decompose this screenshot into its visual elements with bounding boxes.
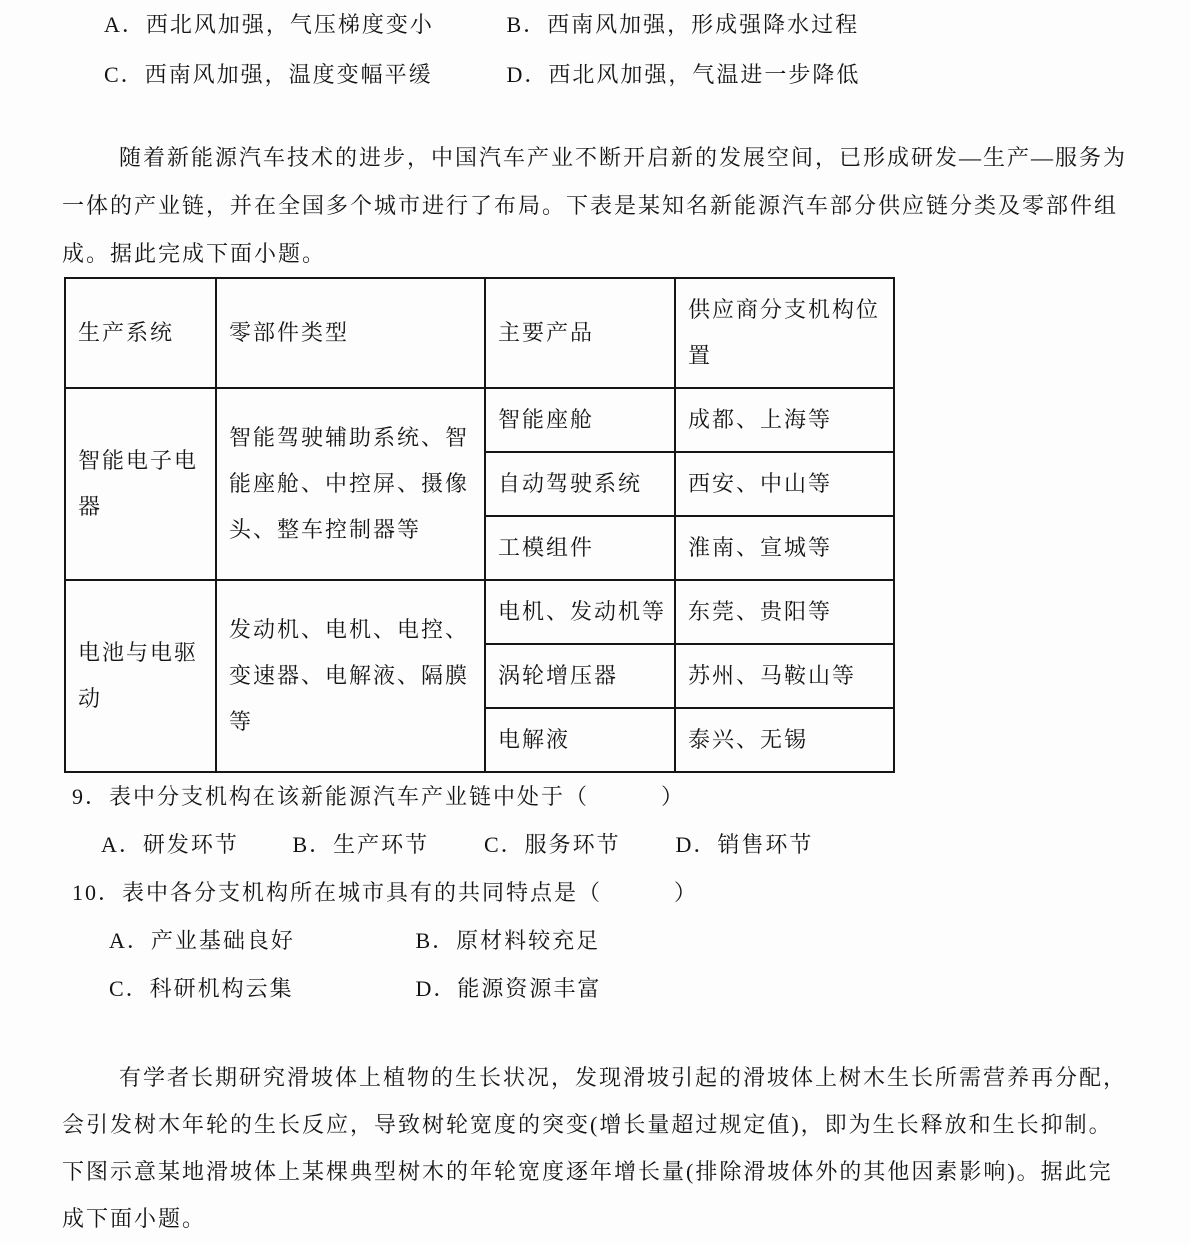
question-10-stem: 10．表中各分支机构所在城市具有的共同特点是（ ） <box>72 880 699 905</box>
q10-option-d: D．能源资源丰富 <box>415 976 602 1001</box>
questions-block <box>62 773 1128 1013</box>
prev-option-a: A．西北风加强，气压梯度变小 <box>104 12 434 37</box>
prev-options-row-1 <box>62 0 1128 50</box>
cell-location: 东莞、贵阳等 <box>675 580 894 644</box>
cell-location: 苏州、马鞍山等 <box>675 644 894 708</box>
cell-product: 电机、发动机等 <box>485 580 675 644</box>
intro-ev-line: 随着新能源汽车技术的进步，中国汽车产业不断开启新的发展空间，已形成研发—生产—服务为 <box>119 145 1128 170</box>
question-10-options-row-2 <box>62 965 1128 1013</box>
prev-options-row-2 <box>62 50 1128 100</box>
q9-option-c: C．服务环节 <box>484 832 621 857</box>
cell-parts-smart-electronics: 智能驾驶辅助系统、智能座舱、中控屏、摄像头、整车控制器等 <box>216 388 485 580</box>
q9-option-b: B．生产环节 <box>292 832 430 857</box>
cell-product: 智能座舱 <box>485 388 675 452</box>
table-row <box>65 580 894 644</box>
header-cell-location: 供应商分支机构位置 <box>675 278 894 388</box>
table-row <box>65 388 894 452</box>
intro-landslide-line: 有学者长期研究滑坡体上植物的生长状况，发现滑坡引起的滑坡体上树木生长所需营养再分配， <box>119 1065 1128 1090</box>
cell-location: 西安、中山等 <box>675 452 894 516</box>
header-cell-system: 生产系统 <box>65 278 216 388</box>
prev-option-d: D．西北风加强，气温进一步降低 <box>506 62 861 87</box>
header-cell-product: 主要产品 <box>485 278 675 388</box>
prev-question-options <box>62 0 1128 100</box>
cell-location: 淮南、宣城等 <box>675 516 894 580</box>
question-9-options <box>62 821 1128 869</box>
header-cell-parts: 零部件类型 <box>216 278 485 388</box>
intro-landslide-line: 会引发树木年轮的生长反应，导致树轮宽度的突变(增长量超过规定值)，即为生长释放和生长抑制。 <box>62 1112 1113 1137</box>
table-header-row <box>65 278 894 388</box>
q10-option-c: C．科研机构云集 <box>109 976 294 1001</box>
cell-location: 成都、上海等 <box>675 388 894 452</box>
intro-paragraph-landslide <box>62 1054 1128 1242</box>
q10-option-a: A．产业基础良好 <box>109 928 295 953</box>
supply-chain-table <box>64 277 895 773</box>
q9-option-a: A．研发环节 <box>101 832 239 857</box>
intro-landslide-line: 下图示意某地滑坡体上某棵典型树木的年轮宽度逐年增长量(排除滑坡体外的其他因素影响)。据此完 <box>62 1159 1113 1184</box>
cell-product: 涡轮增压器 <box>485 644 675 708</box>
question-9-stem: 9．表中分支机构在该新能源汽车产业链中处于（ ） <box>72 784 686 809</box>
q10-option-b: B．原材料较充足 <box>415 928 601 953</box>
intro-landslide-line: 成下面小题。 <box>62 1206 207 1231</box>
prev-option-b: B．西南风加强，形成强降水过程 <box>506 12 860 37</box>
cell-product: 电解液 <box>485 708 675 772</box>
q9-option-d: D．销售环节 <box>675 832 814 857</box>
intro-ev-line: 一体的产业链，并在全国多个城市进行了布局。下表是某知名新能源汽车部分供应链分类及零部件组 <box>62 193 1119 218</box>
question-10-options-row-1 <box>62 917 1128 965</box>
intro-paragraph-ev <box>62 134 1128 278</box>
cell-parts-battery-drive: 发动机、电机、电控、变速器、电解液、隔膜等 <box>216 580 485 772</box>
cell-system-smart-electronics: 智能电子电器 <box>65 388 216 580</box>
cell-product: 工模组件 <box>485 516 675 580</box>
cell-product: 自动驾驶系统 <box>485 452 675 516</box>
cell-location: 泰兴、无锡 <box>675 708 894 772</box>
intro-ev-line: 成。据此完成下面小题。 <box>62 241 327 266</box>
cell-system-battery-drive: 电池与电驱动 <box>65 580 216 772</box>
prev-option-c: C．西南风加强，温度变幅平缓 <box>104 62 433 87</box>
